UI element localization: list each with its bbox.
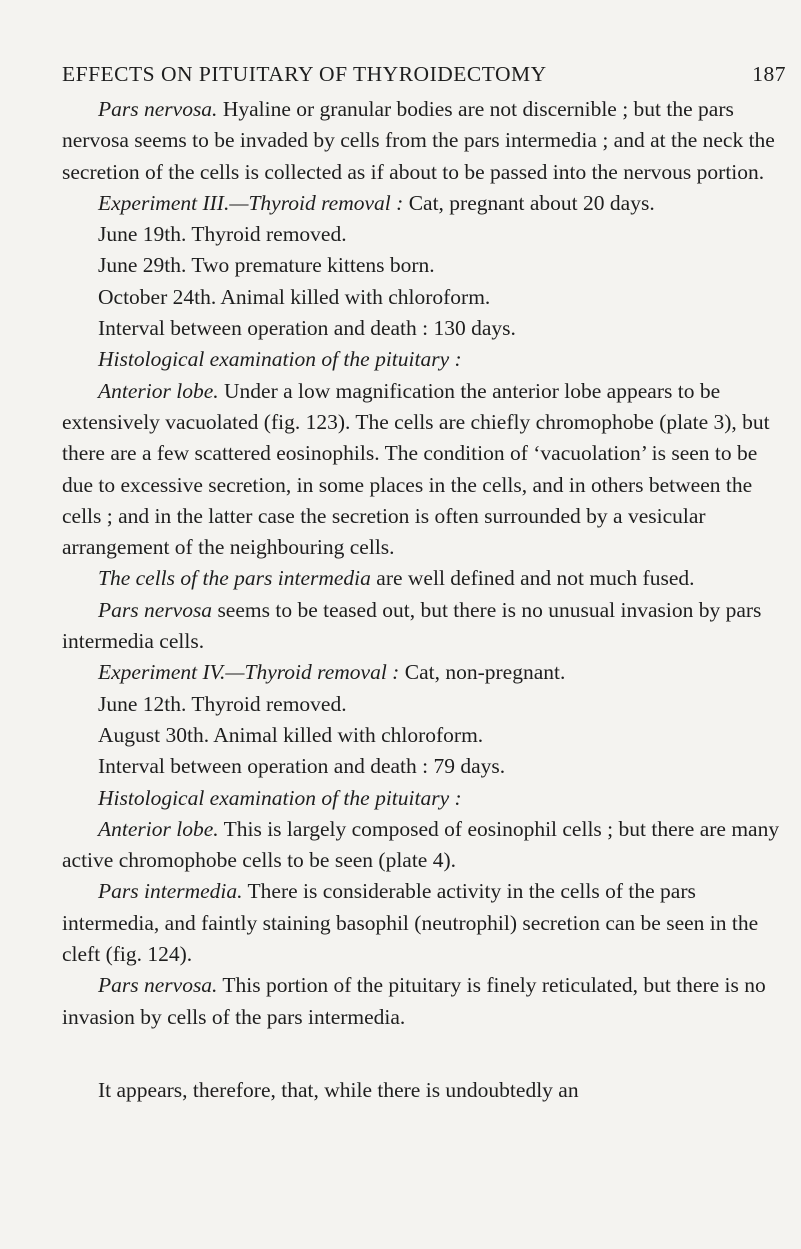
paragraph-text: This portion of the pituitary is finely reticulated, but there is no invasion by cells of the pars intermedia. bbox=[62, 973, 766, 1029]
paragraph: It appears, therefore, that, while there is undoubtedly an bbox=[98, 1077, 579, 1102]
paragraph: Interval between operation and death : 130 days. bbox=[98, 316, 516, 341]
paragraph bbox=[62, 657, 786, 688]
paragraph bbox=[62, 94, 786, 188]
paragraph-lead: Pars nervosa bbox=[98, 597, 213, 622]
paragraph-text: Cat, pregnant about 20 days. bbox=[403, 190, 655, 215]
paragraph bbox=[62, 563, 786, 594]
paragraph bbox=[62, 595, 786, 658]
experiment-heading: Experiment IV.—Thyroid removal : bbox=[98, 660, 400, 685]
paragraph: June 12th. Thyroid removed. bbox=[98, 691, 347, 716]
paragraph-text: Hyaline or granular bodies are not discernible ; but the pars nervosa seems to be invaded by cells from the pars intermedia ; and at the neck the secretion of the cells is collected as if about to be passed into the nervous portion. bbox=[62, 97, 775, 184]
paragraph bbox=[62, 970, 786, 1033]
paragraph-lead: The cells of the pars intermedia bbox=[98, 566, 371, 591]
paragraph: June 19th. Thyroid removed. bbox=[98, 222, 347, 247]
page-number: 187 bbox=[752, 62, 786, 86]
section-heading: Histological examination of the pituitary : bbox=[98, 347, 462, 372]
paragraph bbox=[62, 188, 786, 219]
running-header bbox=[62, 62, 786, 92]
paragraph bbox=[62, 376, 786, 564]
paragraph: June 29th. Two premature kittens born. bbox=[98, 253, 435, 278]
paragraph-text: seems to be teased out, but there is no unusual invasion by pars intermedia cells. bbox=[62, 597, 762, 654]
experiment-heading: Experiment III.—Thyroid removal : bbox=[98, 190, 404, 215]
paragraph bbox=[62, 814, 786, 877]
paragraph-spacer bbox=[62, 1033, 786, 1075]
paragraph-lead: Anterior lobe. bbox=[98, 816, 219, 841]
paragraph-lead: Pars nervosa. bbox=[98, 97, 218, 121]
body-text bbox=[62, 94, 786, 1106]
paragraph bbox=[62, 344, 786, 375]
paragraph bbox=[62, 876, 786, 970]
paragraph-lead: Pars nervosa. bbox=[98, 973, 218, 998]
paragraph-text: There is considerable activity in the cells of the pars intermedia, and faintly staining basophil (neutrophil) secretion can be seen in the cleft (fig. 124). bbox=[62, 879, 759, 967]
paragraph-lead: Pars intermedia. bbox=[98, 879, 243, 904]
paragraph: October 24th. Animal killed with chloroform. bbox=[98, 284, 491, 309]
paragraph bbox=[62, 783, 786, 814]
paragraph-text: Under a low magnification the anterior lobe appears to be extensively vacuolated (fig. 123). The cells are chiefly chromophobe (plate 3), but there are a few scattered eosinophils. The condition of ‘vacuolation’ is seen to be due to excessive secretion, in some places in the cells, and in others between the cells ; and in the latter case the secretion is often surrounded by a vesicular arrangement of the neighbouring cells. bbox=[62, 378, 770, 560]
paragraph: August 30th. Animal killed with chloroform. bbox=[98, 722, 484, 747]
paragraph-text: Cat, non-pregnant. bbox=[399, 660, 566, 685]
running-title: EFFECTS ON PITUITARY OF THYROIDECTOMY bbox=[62, 62, 547, 86]
section-heading: Histological examination of the pituitary : bbox=[98, 785, 462, 810]
paragraph-text: This is largely composed of eosinophil cells ; but there are many active chromophobe cells to be seen (plate 4). bbox=[62, 816, 780, 873]
paragraph-lead: Anterior lobe. bbox=[98, 378, 219, 403]
paragraph-text: are well defined and not much fused. bbox=[370, 566, 695, 591]
paragraph: Interval between operation and death : 79 days. bbox=[98, 754, 506, 779]
